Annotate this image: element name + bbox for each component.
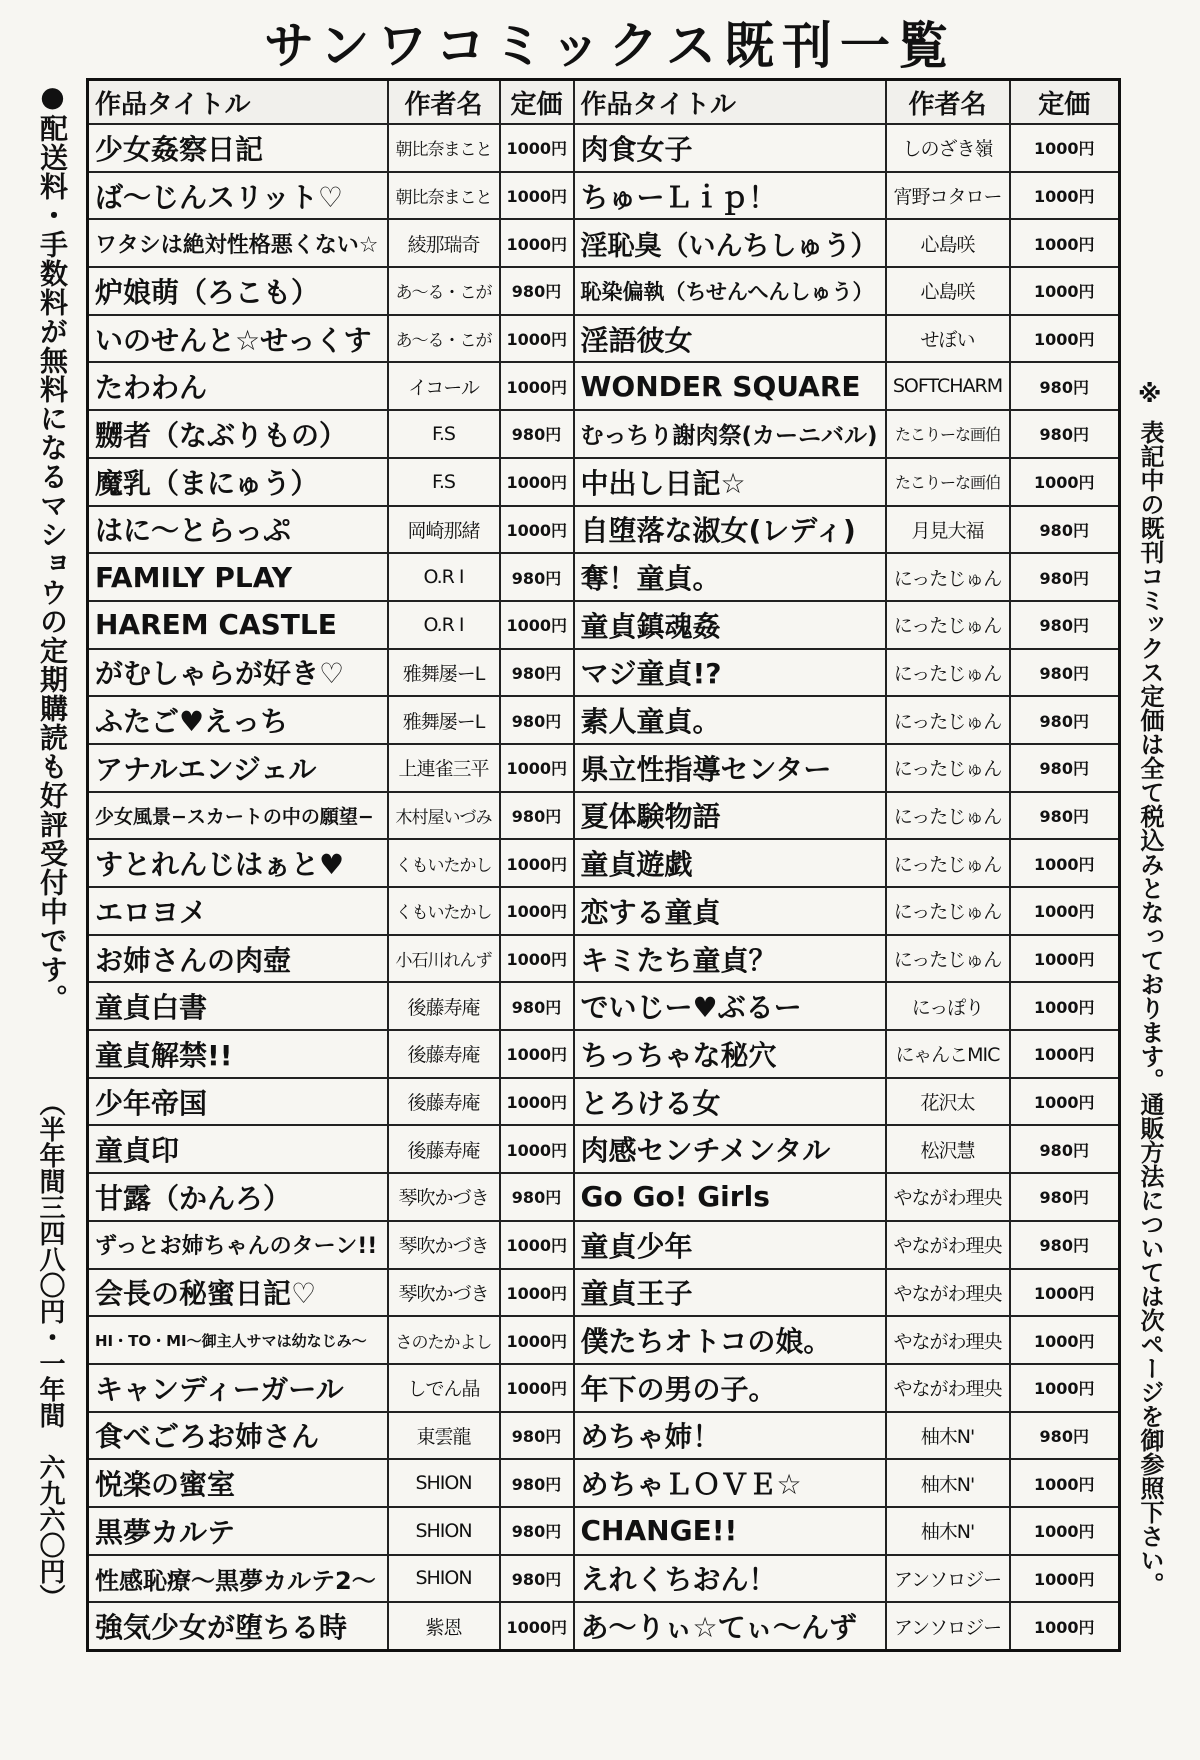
cell-author-left: O.R I xyxy=(388,553,500,601)
cell-author-right: にったじゅん xyxy=(886,887,1010,935)
cell-price-left: 980円 xyxy=(500,1555,574,1603)
cell-price-left: 980円 xyxy=(500,1412,574,1460)
cell-author-right: 心島咲 xyxy=(886,267,1010,315)
cell-price-right: 980円 xyxy=(1010,506,1120,554)
table-row xyxy=(88,1555,1120,1603)
cell-title-left: 童貞印 xyxy=(88,1125,388,1173)
cell-title-right: 中出し日記☆ xyxy=(574,458,886,506)
cell-price-right: 1000円 xyxy=(1010,219,1120,267)
cell-title-left: 会長の秘蜜日記♡ xyxy=(88,1269,388,1317)
cell-title-right: 童貞鎮魂姦 xyxy=(574,601,886,649)
table-row xyxy=(88,1078,1120,1126)
cell-title-left: たわわん xyxy=(88,362,388,410)
header-author-left: 作者名 xyxy=(388,80,500,125)
cell-author-right: たこりーな画伯 xyxy=(886,458,1010,506)
cell-title-right: とろける女 xyxy=(574,1078,886,1126)
cell-author-right: やながわ理央 xyxy=(886,1316,1010,1364)
cell-title-right: キミたち童貞？ xyxy=(574,935,886,983)
cell-author-left: イコール xyxy=(388,362,500,410)
cell-title-right: 僕たちオトコの娘。 xyxy=(574,1316,886,1364)
cell-price-right: 1000円 xyxy=(1010,1459,1120,1507)
cell-price-left: 1000円 xyxy=(500,935,574,983)
cell-author-left: 後藤寿庵 xyxy=(388,1078,500,1126)
cell-price-right: 1000円 xyxy=(1010,1078,1120,1126)
cell-price-left: 980円 xyxy=(500,649,574,697)
cell-author-right: 月見大福 xyxy=(886,506,1010,554)
cell-author-right: せぼい xyxy=(886,315,1010,363)
cell-price-left: 1000円 xyxy=(500,1030,574,1078)
cell-title-left: がむしゃらが好き♡ xyxy=(88,649,388,697)
cell-title-right: Go Go! Girls xyxy=(574,1173,886,1221)
cell-price-left: 1000円 xyxy=(500,172,574,220)
table-row xyxy=(88,839,1120,887)
cell-title-left: お姉さんの肉壺 xyxy=(88,935,388,983)
table-row xyxy=(88,1221,1120,1269)
cell-price-left: 1000円 xyxy=(500,458,574,506)
cell-author-left: 後藤寿庵 xyxy=(388,1125,500,1173)
cell-title-left: 少女姦察日記 xyxy=(88,124,388,172)
cell-title-left: 悦楽の蜜室 xyxy=(88,1459,388,1507)
subscription-price-note: （半年間三四八〇円・一年間 六九六〇円） xyxy=(35,1090,65,1610)
cell-author-left: 琴吹かづき xyxy=(388,1269,500,1317)
cell-author-right: やながわ理央 xyxy=(886,1364,1010,1412)
cell-title-right: 自堕落な淑女(レディ) xyxy=(574,506,886,554)
table-row xyxy=(88,982,1120,1030)
cell-price-right: 980円 xyxy=(1010,410,1120,458)
cell-title-left: はに〜とらっぷ xyxy=(88,506,388,554)
cell-author-left: 小石川れんず xyxy=(388,935,500,983)
cell-author-right: やながわ理央 xyxy=(886,1173,1010,1221)
cell-title-left: 嬲者（なぶりもの） xyxy=(88,410,388,458)
cell-author-right: 宵野コタロー xyxy=(886,172,1010,220)
comics-list-table xyxy=(86,78,1121,1652)
cell-author-right: 松沢慧 xyxy=(886,1125,1010,1173)
cell-price-left: 980円 xyxy=(500,696,574,744)
cell-title-left: 強気少女が堕ちる時 xyxy=(88,1602,388,1650)
cell-author-right: 花沢太 xyxy=(886,1078,1010,1126)
cell-price-left: 1000円 xyxy=(500,124,574,172)
cell-title-left: いのせんと☆せっくす xyxy=(88,315,388,363)
cell-title-left: FAMILY PLAY xyxy=(88,553,388,601)
cell-author-left: あ〜る・こが xyxy=(388,267,500,315)
table-row xyxy=(88,744,1120,792)
cell-title-left: 魔乳（まにゅう） xyxy=(88,458,388,506)
cell-price-right: 1000円 xyxy=(1010,887,1120,935)
table-row xyxy=(88,1364,1120,1412)
cell-author-left: 琴吹かづき xyxy=(388,1221,500,1269)
cell-price-left: 980円 xyxy=(500,1459,574,1507)
cell-price-left: 1000円 xyxy=(500,839,574,887)
table-row xyxy=(88,1459,1120,1507)
cell-title-right: めちゃＬＯＶＥ☆ xyxy=(574,1459,886,1507)
cell-price-left: 1000円 xyxy=(500,506,574,554)
cell-title-right: 恥染偏執（ちせんへんしゅう） xyxy=(574,267,886,315)
cell-title-left: 炉娘萌（ろこも） xyxy=(88,267,388,315)
cell-price-left: 1000円 xyxy=(500,887,574,935)
cell-price-left: 1000円 xyxy=(500,1602,574,1650)
cell-price-left: 1000円 xyxy=(500,1316,574,1364)
cell-author-left: 後藤寿庵 xyxy=(388,1030,500,1078)
cell-author-left: O.R I xyxy=(388,601,500,649)
cell-title-left: 少年帝国 xyxy=(88,1078,388,1126)
cell-price-right: 980円 xyxy=(1010,792,1120,840)
table-row xyxy=(88,219,1120,267)
cell-title-left: 甘露（かんろ） xyxy=(88,1173,388,1221)
table-row xyxy=(88,267,1120,315)
cell-author-right: アンソロジー xyxy=(886,1602,1010,1650)
table-row xyxy=(88,1173,1120,1221)
subscription-note: ●配送料・手数料が無料になるマショウの定期購読も好評受付中です。 xyxy=(36,80,69,1013)
table-row xyxy=(88,458,1120,506)
cell-price-right: 1000円 xyxy=(1010,982,1120,1030)
cell-price-right: 980円 xyxy=(1010,553,1120,601)
table-row xyxy=(88,601,1120,649)
cell-author-left: 朝比奈まこと xyxy=(388,124,500,172)
cell-author-left: 琴吹かづき xyxy=(388,1173,500,1221)
cell-author-left: くもいたかし xyxy=(388,839,500,887)
page-title: サンワコミックス既刊一覧 xyxy=(264,17,956,75)
cell-author-left: あ〜る・こが xyxy=(388,315,500,363)
cell-author-left: SHION xyxy=(388,1555,500,1603)
price-note: 表記中の既刊コミックス定価は全て税込みとなっております。通販方法については次ページを御参照下さい。 xyxy=(1136,420,1164,1596)
cell-author-left: 後藤寿庵 xyxy=(388,982,500,1030)
cell-title-left: 少女風景−スカートの中の願望− xyxy=(88,792,388,840)
cell-title-left: 童貞解禁!! xyxy=(88,1030,388,1078)
cell-author-left: さのたかよし xyxy=(388,1316,500,1364)
cell-author-left: 岡崎那緒 xyxy=(388,506,500,554)
cell-author-right: にゃんこMIC xyxy=(886,1030,1010,1078)
cell-title-left: ば〜じんスリット♡ xyxy=(88,172,388,220)
cell-title-right: 童貞王子 xyxy=(574,1269,886,1317)
cell-title-right: 童貞遊戯 xyxy=(574,839,886,887)
cell-author-right: 柚木N' xyxy=(886,1459,1010,1507)
table-row xyxy=(88,506,1120,554)
cell-title-right: 夏体験物語 xyxy=(574,792,886,840)
cell-title-left: すとれんじはぁと♥ xyxy=(88,839,388,887)
cell-title-right: でいじー♥ぶるー xyxy=(574,982,886,1030)
table-row xyxy=(88,362,1120,410)
cell-price-left: 1000円 xyxy=(500,601,574,649)
cell-author-left: 綾那瑞奇 xyxy=(388,219,500,267)
cell-price-right: 980円 xyxy=(1010,744,1120,792)
cell-author-left: 東雲龍 xyxy=(388,1412,500,1460)
cell-title-left: エロヨメ xyxy=(88,887,388,935)
cell-price-right: 1000円 xyxy=(1010,1269,1120,1317)
table-row xyxy=(88,696,1120,744)
cell-title-right: めちゃ姉！ xyxy=(574,1412,886,1460)
table-row xyxy=(88,172,1120,220)
cell-price-left: 1000円 xyxy=(500,362,574,410)
cell-price-right: 980円 xyxy=(1010,1221,1120,1269)
cell-author-left: しでん晶 xyxy=(388,1364,500,1412)
cell-price-right: 1000円 xyxy=(1010,839,1120,887)
cell-author-left: 木村屋いづみ xyxy=(388,792,500,840)
table-row xyxy=(88,1507,1120,1555)
cell-price-right: 980円 xyxy=(1010,1173,1120,1221)
cell-title-left: 性感恥療〜黒夢カルテ2〜 xyxy=(88,1555,388,1603)
table-row xyxy=(88,1412,1120,1460)
cell-title-right: えれくちおん！ xyxy=(574,1555,886,1603)
cell-author-right: 心島咲 xyxy=(886,219,1010,267)
table-row xyxy=(88,935,1120,983)
cell-author-right: にったじゅん xyxy=(886,696,1010,744)
cell-author-left: F.S xyxy=(388,458,500,506)
cell-price-right: 1000円 xyxy=(1010,935,1120,983)
cell-price-left: 1000円 xyxy=(500,315,574,363)
cell-price-right: 980円 xyxy=(1010,1125,1120,1173)
table-row xyxy=(88,649,1120,697)
cell-price-left: 980円 xyxy=(500,267,574,315)
table-row xyxy=(88,1316,1120,1364)
cell-author-right: 柚木N' xyxy=(886,1412,1010,1460)
cell-author-left: F.S xyxy=(388,410,500,458)
cell-author-left: くもいたかし xyxy=(388,887,500,935)
table-row xyxy=(88,124,1120,172)
cell-price-left: 980円 xyxy=(500,982,574,1030)
cell-author-right: しのざき嶺 xyxy=(886,124,1010,172)
cell-title-right: 淫恥臭（いんちしゅう） xyxy=(574,219,886,267)
table-row xyxy=(88,887,1120,935)
cell-title-left: アナルエンジェル xyxy=(88,744,388,792)
cell-price-left: 1000円 xyxy=(500,1364,574,1412)
cell-price-right: 1000円 xyxy=(1010,458,1120,506)
header-price-right: 定価 xyxy=(1010,80,1120,125)
cell-title-right: 肉感センチメンタル xyxy=(574,1125,886,1173)
cell-price-left: 980円 xyxy=(500,553,574,601)
cell-price-right: 980円 xyxy=(1010,362,1120,410)
cell-price-left: 1000円 xyxy=(500,744,574,792)
cell-title-left: ふたご♥えっち xyxy=(88,696,388,744)
cell-author-right: 柚木N' xyxy=(886,1507,1010,1555)
cell-author-right: にったじゅん xyxy=(886,935,1010,983)
cell-price-left: 1000円 xyxy=(500,219,574,267)
cell-author-right: にったじゅん xyxy=(886,792,1010,840)
table-row xyxy=(88,1030,1120,1078)
cell-author-left: 上連雀三平 xyxy=(388,744,500,792)
table-row xyxy=(88,410,1120,458)
cell-price-right: 980円 xyxy=(1010,649,1120,697)
cell-title-right: むっちり謝肉祭(カーニバル) xyxy=(574,410,886,458)
cell-author-right: にったじゅん xyxy=(886,744,1010,792)
table-row xyxy=(88,1602,1120,1650)
cell-price-right: 1000円 xyxy=(1010,1030,1120,1078)
table-row xyxy=(88,1125,1120,1173)
cell-title-right: 県立性指導センター xyxy=(574,744,886,792)
cell-price-left: 980円 xyxy=(500,792,574,840)
header-author-right: 作者名 xyxy=(886,80,1010,125)
cell-price-left: 1000円 xyxy=(500,1078,574,1126)
cell-author-right: SOFTCHARM xyxy=(886,362,1010,410)
cell-title-left: 童貞白書 xyxy=(88,982,388,1030)
table-header-row xyxy=(88,80,1120,125)
cell-title-left: 食べごろお姉さん xyxy=(88,1412,388,1460)
cell-author-right: にったじゅん xyxy=(886,553,1010,601)
cell-author-right: たこりーな画伯 xyxy=(886,410,1010,458)
table-row xyxy=(88,792,1120,840)
cell-title-right: 年下の男の子。 xyxy=(574,1364,886,1412)
cell-title-right: マジ童貞!? xyxy=(574,649,886,697)
cell-title-left: HAREM CASTLE xyxy=(88,601,388,649)
cell-author-left: SHION xyxy=(388,1507,500,1555)
cell-title-right: 淫語彼女 xyxy=(574,315,886,363)
cell-title-right: WONDER SQUARE xyxy=(574,362,886,410)
table-row xyxy=(88,1269,1120,1317)
cell-title-right: 恋する童貞 xyxy=(574,887,886,935)
cell-title-right: CHANGE!! xyxy=(574,1507,886,1555)
cell-author-right: やながわ理央 xyxy=(886,1269,1010,1317)
cell-price-left: 980円 xyxy=(500,1173,574,1221)
cell-price-right: 980円 xyxy=(1010,1412,1120,1460)
cell-price-left: 1000円 xyxy=(500,1221,574,1269)
note-mark: ※ xyxy=(1138,380,1162,408)
cell-title-right: あ〜りぃ☆てぃ〜んず xyxy=(574,1602,886,1650)
cell-author-right: にったじゅん xyxy=(886,649,1010,697)
table-row xyxy=(88,553,1120,601)
cell-price-right: 1000円 xyxy=(1010,1316,1120,1364)
cell-price-right: 1000円 xyxy=(1010,1507,1120,1555)
cell-author-right: にったじゅん xyxy=(886,601,1010,649)
cell-author-left: 雅舞屡ーL xyxy=(388,696,500,744)
cell-author-left: SHION xyxy=(388,1459,500,1507)
cell-author-left: 紫恩 xyxy=(388,1602,500,1650)
cell-title-right: 奪！童貞。 xyxy=(574,553,886,601)
header-title-left: 作品タイトル xyxy=(88,80,388,125)
cell-title-left: 黒夢カルテ xyxy=(88,1507,388,1555)
cell-title-right: 素人童貞。 xyxy=(574,696,886,744)
cell-price-right: 1000円 xyxy=(1010,315,1120,363)
cell-author-right: アンソロジー xyxy=(886,1555,1010,1603)
cell-title-right: 童貞少年 xyxy=(574,1221,886,1269)
header-title-right: 作品タイトル xyxy=(574,80,886,125)
cell-price-right: 1000円 xyxy=(1010,1555,1120,1603)
cell-author-left: 雅舞屡ーL xyxy=(388,649,500,697)
cell-author-right: にっぽり xyxy=(886,982,1010,1030)
header-price-left: 定価 xyxy=(500,80,574,125)
cell-price-right: 1000円 xyxy=(1010,124,1120,172)
cell-price-left: 1000円 xyxy=(500,1125,574,1173)
cell-title-right: 肉食女子 xyxy=(574,124,886,172)
cell-title-left: HI・TO・MI〜御主人サマは幼なじみ〜 xyxy=(88,1316,388,1364)
table-row xyxy=(88,315,1120,363)
cell-price-right: 1000円 xyxy=(1010,172,1120,220)
cell-author-right: やながわ理央 xyxy=(886,1221,1010,1269)
cell-author-left: 朝比奈まこと xyxy=(388,172,500,220)
cell-title-left: ワタシは絶対性格悪くない☆ xyxy=(88,219,388,267)
cell-title-left: ずっとお姉ちゃんのターン!! xyxy=(88,1221,388,1269)
cell-price-right: 980円 xyxy=(1010,696,1120,744)
cell-author-right: にったじゅん xyxy=(886,839,1010,887)
cell-title-left: キャンディーガール xyxy=(88,1364,388,1412)
cell-title-right: ちゅーＬｉｐ！ xyxy=(574,172,886,220)
cell-price-right: 1000円 xyxy=(1010,1364,1120,1412)
cell-price-left: 980円 xyxy=(500,410,574,458)
cell-price-right: 1000円 xyxy=(1010,1602,1120,1650)
cell-price-right: 980円 xyxy=(1010,601,1120,649)
cell-price-right: 1000円 xyxy=(1010,267,1120,315)
cell-title-right: ちっちゃな秘穴 xyxy=(574,1030,886,1078)
cell-price-left: 1000円 xyxy=(500,1269,574,1317)
cell-price-left: 980円 xyxy=(500,1507,574,1555)
